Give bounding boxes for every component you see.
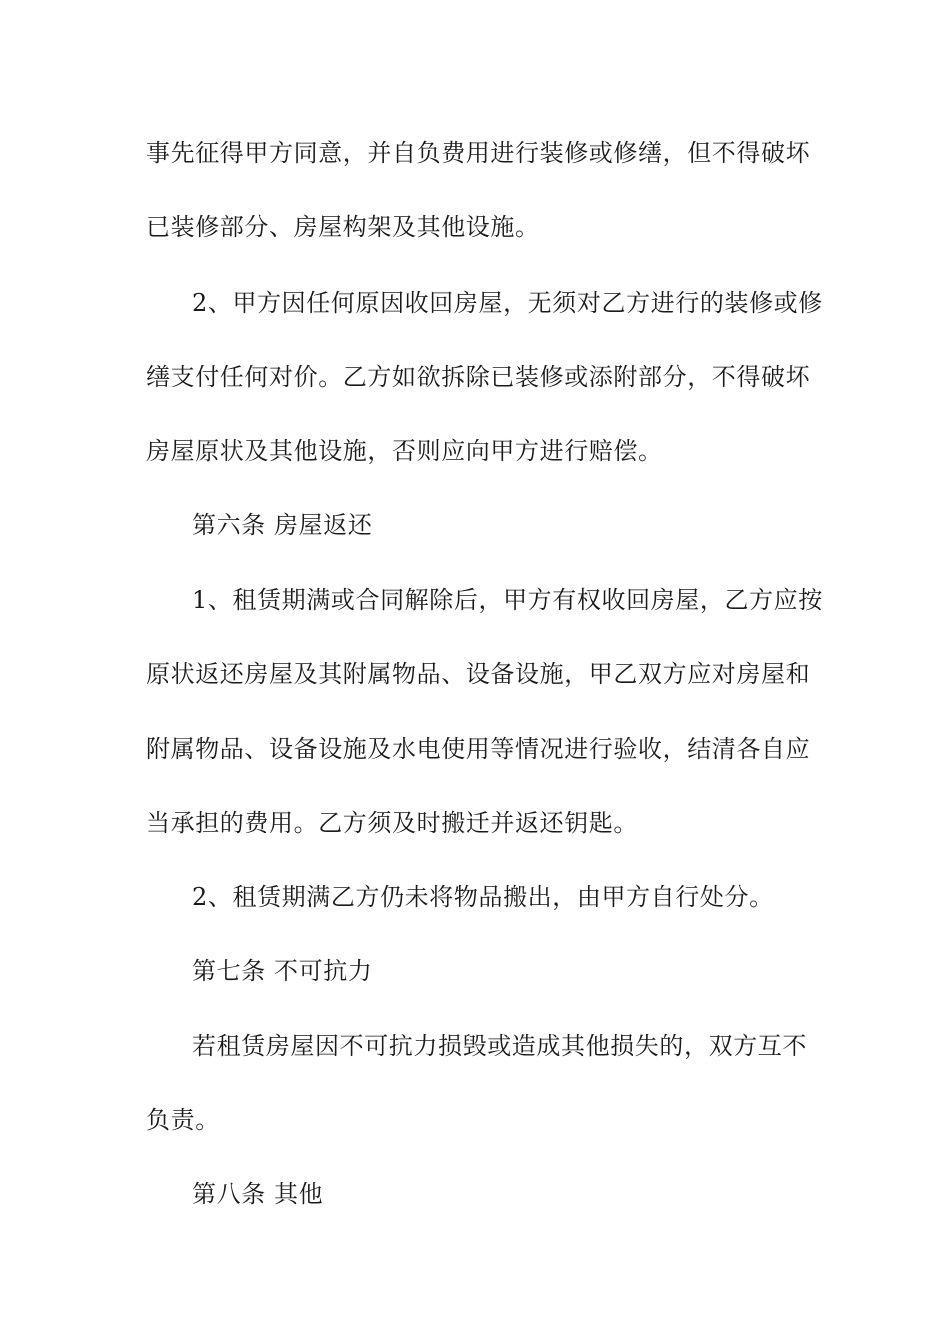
paragraph-line: 1、租赁期满或合同解除后，甲方有权收回房屋，乙方应按 — [192, 586, 823, 614]
paragraph-line: 缮支付任何对价。乙方如欲拆除已装修或添附部分，不得破坏 — [146, 363, 811, 391]
paragraph-line: 已装修部分、房屋构架及其他设施。 — [146, 213, 540, 241]
section-heading: 第六条 房屋返还 — [192, 511, 373, 539]
paragraph-line: 当承担的费用。乙方须及时搬迁并返还钥匙。 — [146, 809, 638, 837]
paragraph-line: 2、租赁期满乙方仍未将物品搬出，由甲方自行处分。 — [192, 883, 774, 911]
paragraph-line: 事先征得甲方同意，并自负费用进行装修或修缮，但不得破坏 — [146, 139, 811, 167]
paragraph-line: 房屋原状及其他设施，否则应向甲方进行赔偿。 — [146, 437, 663, 465]
paragraph-line: 原状返还房屋及其附属物品、设备设施，甲乙双方应对房屋和 — [146, 660, 811, 688]
section-heading: 第七条 不可抗力 — [192, 957, 373, 985]
section-heading: 第八条 其他 — [192, 1180, 324, 1208]
paragraph-line: 若租赁房屋因不可抗力损毁或造成其他损失的，双方互不 — [192, 1032, 807, 1060]
paragraph-line: 负责。 — [146, 1106, 220, 1134]
paragraph-line: 2、甲方因任何原因收回房屋，无须对乙方进行的装修或修 — [192, 289, 823, 317]
paragraph-line: 附属物品、设备设施及水电使用等情况进行验收，结清各自应 — [146, 735, 811, 763]
